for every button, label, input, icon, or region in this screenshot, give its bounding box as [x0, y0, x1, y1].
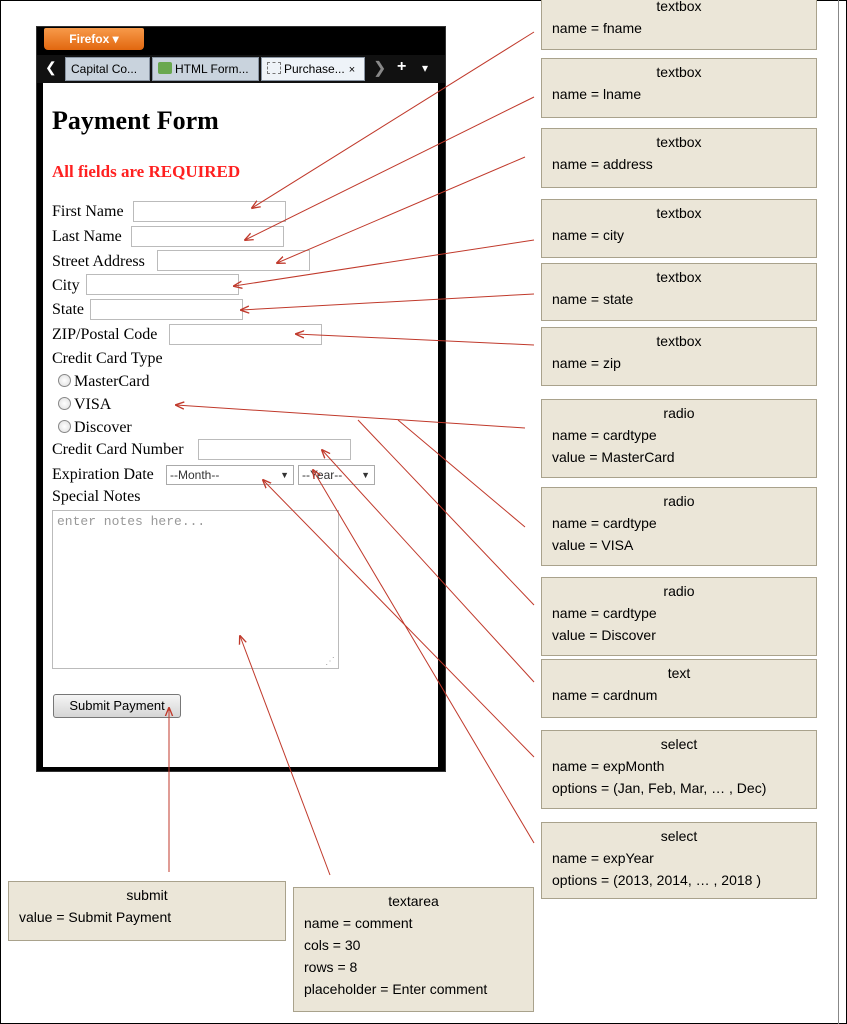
list-tabs-icon[interactable]: ▾: [422, 61, 429, 75]
annotation-line: name = lname: [552, 86, 642, 102]
annotation-line: value = VISA: [552, 537, 634, 553]
tab-label: Capital Co...: [71, 62, 138, 76]
annotation-title: radio: [663, 583, 695, 599]
street-address-label: Street Address: [52, 253, 145, 270]
resize-grip-icon[interactable]: ⋰: [325, 657, 335, 668]
annotation-line: value = Discover: [552, 627, 656, 643]
new-tab-icon[interactable]: +: [397, 58, 407, 75]
annotation-address: [541, 128, 817, 188]
annotation-line: name = expYear: [552, 850, 654, 866]
city-label: City: [52, 277, 80, 294]
page-title: Payment Form: [52, 106, 219, 135]
annotation-line: name = state: [552, 291, 634, 307]
card-number-label: Credit Card Number: [52, 441, 184, 458]
annotation-expyear: [541, 822, 817, 899]
annotation-title: textbox: [656, 269, 702, 285]
annotation-fname: [541, 0, 817, 50]
annotation-line: placeholder = Enter comment: [304, 981, 488, 997]
annotation-line: name = cardnum: [552, 687, 658, 703]
annotation-title: textbox: [656, 0, 702, 14]
required-notice: All fields are REQUIRED: [52, 162, 241, 181]
arrow-lines: [169, 32, 534, 875]
submit-payment-button[interactable]: Submit Payment: [53, 694, 181, 718]
annotation-line: name = zip: [552, 355, 621, 371]
expiration-label: Expiration Date: [52, 466, 154, 483]
annotation-title: radio: [663, 405, 695, 421]
annotation-line: value = Submit Payment: [19, 909, 172, 925]
annotation-zip: [541, 327, 817, 386]
annotation-expmonth: [541, 730, 817, 809]
annotation-title: submit: [126, 887, 168, 903]
notes-placeholder: enter notes here...: [57, 514, 206, 529]
tab-scroll-left-icon[interactable]: ❮: [45, 59, 57, 75]
card-type-label: Credit Card Type: [52, 350, 163, 367]
annotation-city: [541, 199, 817, 258]
annotation-line: rows = 8: [304, 959, 358, 975]
close-icon[interactable]: ×: [348, 64, 356, 76]
annotation-line: cols = 30: [304, 937, 361, 953]
discover-label: Discover: [74, 419, 132, 436]
annotation-line: name = expMonth: [552, 758, 665, 774]
annotation-title: textbox: [656, 64, 702, 80]
annotation-line: name = cardtype: [552, 515, 657, 531]
annotation-line: value = MasterCard: [552, 449, 675, 465]
annotation-title: select: [660, 828, 698, 844]
state-label: State: [52, 301, 84, 318]
tab-scroll-right-icon[interactable]: ❯: [373, 60, 387, 77]
tab-label: Purchase...: [284, 62, 345, 76]
tab-label: HTML Form...: [175, 62, 249, 76]
chevron-down-icon: ▾: [112, 32, 119, 46]
annotation-line: name = comment: [304, 915, 413, 931]
annotation-cardnum: [541, 659, 817, 718]
annotation-line: options = (2013, 2014, … , 2018 ): [552, 872, 761, 888]
annotation-title: textbox: [656, 205, 702, 221]
annotation-submit: [8, 881, 286, 941]
exp-year-value: --Year--: [302, 468, 343, 482]
annotation-title: text: [667, 665, 691, 681]
annotation-title: textarea: [388, 893, 439, 909]
exp-month-value: --Month--: [170, 468, 220, 482]
last-name-label: Last Name: [52, 228, 122, 245]
first-name-label: First Name: [52, 203, 124, 220]
zip-label: ZIP/Postal Code: [52, 326, 158, 343]
annotation-visa: [541, 487, 817, 566]
annotation-line: options = (Jan, Feb, Mar, … , Dec): [552, 780, 767, 796]
annotation-lname: [541, 58, 817, 118]
annotation-line: name = cardtype: [552, 605, 657, 621]
chevron-down-icon: ▼: [280, 470, 289, 480]
notes-label: Special Notes: [52, 488, 141, 505]
annotation-line: name = cardtype: [552, 427, 657, 443]
annotation-title: select: [660, 736, 698, 752]
annotation-title: textbox: [656, 333, 702, 349]
annotation-line: name = fname: [552, 20, 642, 36]
visa-label: VISA: [74, 396, 112, 413]
firefox-menu-label: Firefox: [69, 32, 110, 46]
annotation-textarea: [293, 887, 534, 1012]
annotation-mastercard: [541, 399, 817, 478]
annotation-line: name = address: [552, 156, 653, 172]
chevron-down-icon: ▼: [361, 470, 370, 480]
mastercard-label: MasterCard: [74, 373, 150, 390]
annotation-title: textbox: [656, 134, 702, 150]
annotation-line: name = city: [552, 227, 624, 243]
annotation-discover: [541, 577, 817, 656]
annotation-state: [541, 263, 817, 321]
annotation-title: radio: [663, 493, 695, 509]
